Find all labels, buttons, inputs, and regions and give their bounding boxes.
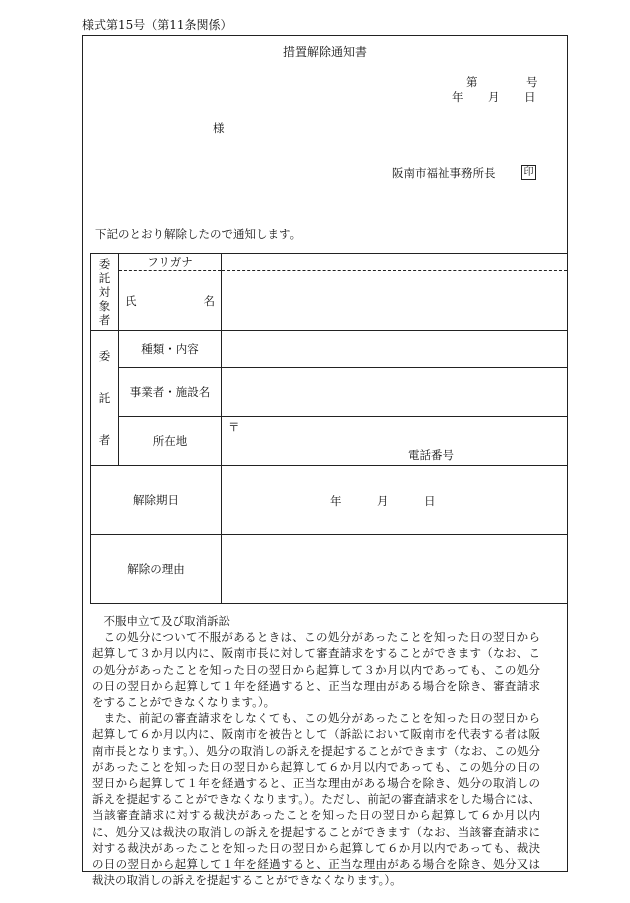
appeal-paragraph-2: また、前記の審査請求をしなくても、この処分があったことを知った日の翌日から起算して６か月以内に、阪南市を被告として（訴訟において阪南市を代表する者は阪南市長となります。）、処分の取消しの訴えを提起することができます（なお、この処分があったことを知った日の翌日から起算して６か月以内であっても、この処分の日の翌日から起算して１年を経過すると、正当な理由がある場合を除き、処分の取消しの訴えを提起することができなくなります。）。ただし、前記の審査請求をした場合には、当該審査請求に対する裁決があったことを知った日の翌日から起算して６か月以内に、処分又は裁決の取消しの訴えを提起することができます（なお、当該審査請求に対する裁決があったことを知った日の翌日から起算して６か月以内であっても、裁決の日の翌日から起算して１年を経過すると、正当な理由がある場合を除き、処分又は裁決の取消しの訴えを提起することができなくなります。）。 bbox=[92, 711, 540, 888]
appeal-paragraph-1: この処分について不服があるときは、この処分があったことを知った日の翌日から起算して３か月以内に、阪南市長に対して審査請求をすることができます（なお、この処分があったことを知った日の翌日から起算して３か月以内であっても、この処分の日の翌日から起算して１年を経過すると、正当な理由がある場合を除き、審査請求をすることができなくなります。）。 bbox=[92, 630, 540, 710]
number-prefix: 第 bbox=[466, 75, 478, 89]
operator-facility-field[interactable] bbox=[222, 368, 568, 417]
appeal-heading: 不服申立て及び取消訴訟 bbox=[103, 614, 230, 628]
date-day-label: 日 bbox=[524, 90, 536, 104]
end-date-day: 日 bbox=[424, 494, 436, 508]
number-suffix: 号 bbox=[526, 75, 538, 89]
intro-text: 下記のとおり解除したので通知します。 bbox=[95, 227, 302, 241]
postal-mark: 〒 bbox=[228, 420, 240, 434]
date-month-label: 月 bbox=[488, 90, 500, 104]
furigana-label: フリガナ bbox=[119, 254, 222, 271]
address-label: 所在地 bbox=[119, 417, 222, 466]
type-content-field[interactable] bbox=[222, 331, 568, 368]
phone-label: 電話番号 bbox=[408, 448, 454, 462]
end-date-field[interactable] bbox=[222, 466, 568, 535]
type-content-label: 種類・内容 bbox=[119, 331, 222, 368]
end-date-label: 解除期日 bbox=[91, 466, 222, 535]
end-date-year: 年 bbox=[330, 494, 342, 508]
target-person-group-label: 委 託 対 象 者 bbox=[91, 254, 119, 331]
seal-mark: 印 bbox=[521, 165, 536, 180]
reason-field[interactable] bbox=[222, 535, 568, 604]
issuer-title: 阪南市福祉事務所長 bbox=[392, 166, 496, 180]
addressee-suffix: 様 bbox=[213, 121, 225, 135]
details-table bbox=[90, 253, 568, 604]
end-date-month: 月 bbox=[377, 494, 389, 508]
name-label: 氏 名 bbox=[119, 271, 222, 331]
address-field[interactable] bbox=[222, 417, 568, 466]
reason-label: 解除の理由 bbox=[91, 535, 222, 604]
name-field[interactable] bbox=[222, 271, 568, 331]
furigana-field[interactable] bbox=[222, 254, 568, 271]
appeal-notice bbox=[92, 613, 540, 888]
consignee-group-label: 委 託 者 bbox=[91, 331, 119, 466]
operator-facility-label: 事業者・施設名 bbox=[119, 368, 222, 417]
form-number-label: 様式第15号（第11条関係） bbox=[82, 18, 233, 32]
date-year-label: 年 bbox=[452, 90, 464, 104]
document-title: 措置解除通知書 bbox=[282, 45, 367, 59]
